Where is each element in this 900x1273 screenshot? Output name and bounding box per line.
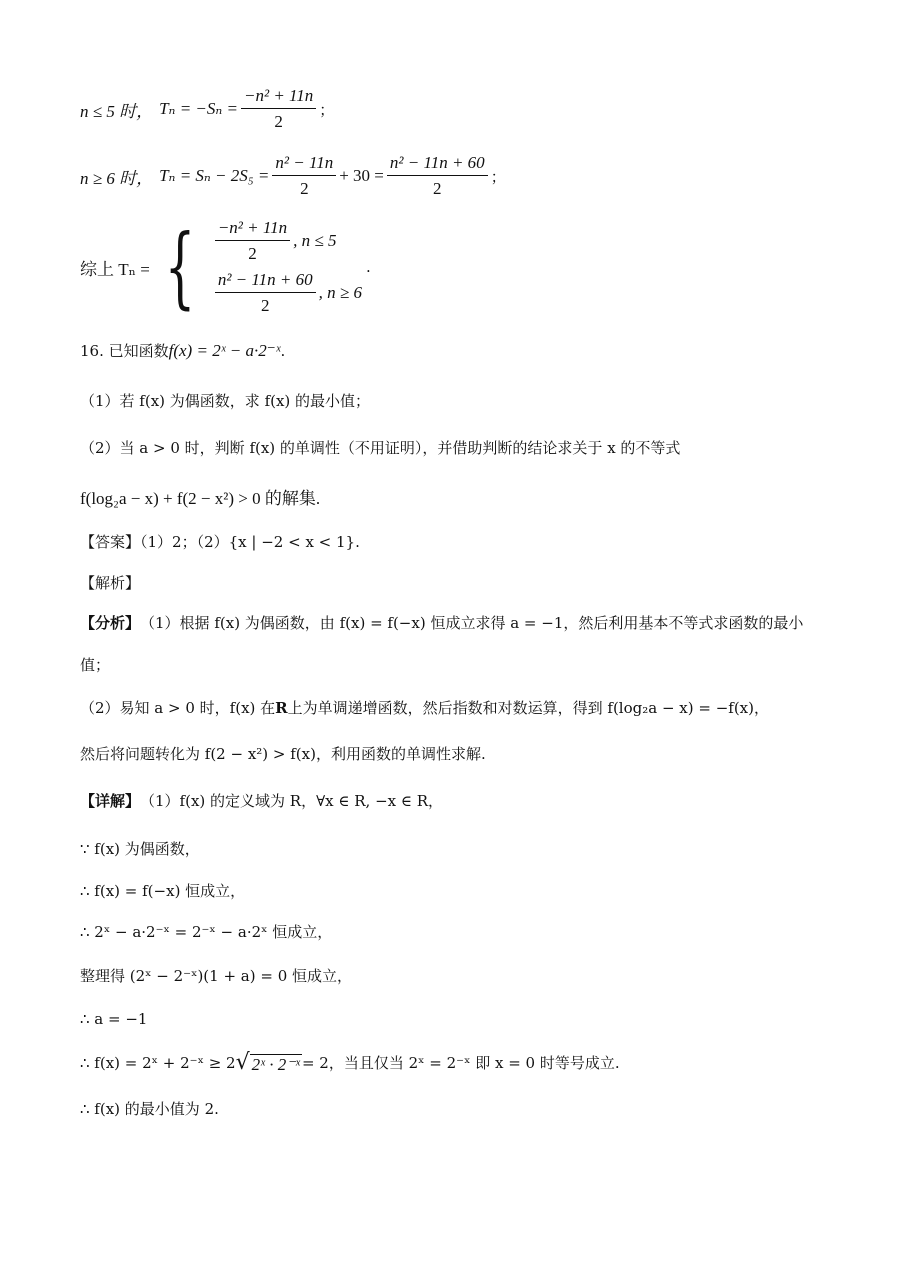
step-2-text: ∴ f(x) = f(−x) 恒成立， [80,882,246,900]
xiangjie-text: （1）f(x) 的定义域为 R，∀x ∈ R, −x ∈ R， [140,792,444,810]
question-label: 16. 已知函数 [80,342,169,360]
fenxi-part-1-text: （1）根据 f(x) 为偶函数，由 f(x) = f(−x) 恒成立求得 a = −1，然后利用基本不等式求函数的最小 [140,614,804,632]
step-3-text: ∴ 2ˣ − a·2⁻ˣ = 2⁻ˣ − a·2ˣ 恒成立， [80,923,333,941]
square-root [236,1050,302,1075]
case-condition: , n ≤ 5 [293,231,337,250]
fraction-denominator: 2 [260,296,270,315]
fenxi-part-1 [80,612,803,633]
fenxi-part-1-cont-text: 值； [80,656,111,674]
fraction-denominator: 2 [248,244,257,263]
fraction-denominator: 2 [274,112,283,131]
fraction [215,270,316,316]
question-16-part-1 [80,390,370,411]
step-6 [80,1050,620,1075]
left-brace-icon: { [164,215,196,318]
lhs-expression: Tₙ = −Sₙ = [159,99,238,118]
fraction [272,153,336,199]
fenxi-part-2 [80,697,769,718]
line-end: . [280,341,286,360]
analysis-heading [80,572,140,593]
fenxi-part-2-cont [80,743,486,764]
lhs-expression: Tₙ = Sₙ − 2S₅ = [159,166,270,185]
fraction [387,153,488,199]
fraction-numerator: n² − 11n [272,153,336,176]
condition-text: n ≥ 6 时， [80,168,154,188]
function-definition: f(x) = 2ˣ − a·2⁻ˣ [168,340,281,360]
summary-prefix: 综上 Tₙ = [80,259,150,279]
xiangjie-line [80,790,443,811]
fraction-denominator: 2 [433,179,442,198]
question-16 [80,340,285,361]
cases [212,218,362,316]
answer-text: 【答案】（1）2；（2）{x | −2 < x < 1}. [80,533,360,551]
line-end: ； [319,100,335,119]
step-1-text: ∵ f(x) 为偶函数， [80,840,200,858]
fenxi-part-2-post: 上为单调递增函数，然后指数和对数运算，得到 f(log₂a − x) = −f(x)， [287,699,769,717]
fraction [215,218,290,264]
step-5 [80,1010,147,1028]
inequality-text: f(log₂a − x) + f(2 − x²) > 0 的解集. [80,489,321,508]
case-condition: , n ≥ 6 [318,283,362,302]
radicand: 2ˣ · 2⁻ˣ [251,1055,300,1074]
fraction-numerator: −n² + 11n [215,218,290,241]
piecewise-summary [80,215,371,318]
fraction-numerator: −n² + 11n [241,86,316,109]
case-n-ge-6-line [80,153,506,199]
step-4 [80,965,352,986]
step-7 [80,1098,219,1119]
xiangjie-label: 【详解】 [80,792,141,810]
line-end: ； [490,167,506,186]
analysis-heading-text: 【解析】 [80,574,141,592]
step-2 [80,880,245,901]
condition-text: n ≤ 5 时， [80,101,154,121]
step-4-text: 整理得 (2ˣ − 2⁻ˣ)(1 + a) = 0 恒成立， [80,967,353,985]
fraction-numerator: n² − 11n + 60 [215,270,316,293]
step-3 [80,921,332,942]
fraction [241,86,316,132]
question-16-inequality [80,484,320,509]
step-1 [80,838,200,859]
answer-line [80,531,360,552]
piecewise-group [150,215,362,318]
step-6-pre: ∴ f(x) = 2ˣ + 2⁻ˣ ≥ 2 [80,1053,236,1072]
fenxi-part-1-cont [80,654,110,675]
case-n-le-5-line [80,86,334,132]
part-2-text: （2）当 a > 0 时，判断 f(x) 的单调性（不用证明），并借助判断的结论求关于 x 的不等式 [80,439,681,457]
step-6-post: = 2，当且仅当 2ˣ = 2⁻ˣ 即 x = 0 时等号成立. [301,1054,620,1072]
step-7-text: ∴ f(x) 的最小值为 2. [80,1100,219,1118]
case-row-1 [212,218,362,264]
fenxi-part-2-cont-text: 然后将问题转化为 f(2 − x²) > f(x)，利用函数的单调性求解. [80,745,486,763]
middle-expression: + 30 = [339,166,384,185]
fraction-denominator: 2 [300,179,309,198]
case-row-2 [212,270,362,316]
part-1-text: （1）若 f(x) 为偶函数，求 f(x) 的最小值； [80,392,371,410]
real-set-symbol: R [275,698,288,717]
step-5-text: ∴ a = −1 [80,1010,148,1028]
radical-sign-icon: √ [235,1050,250,1075]
line-end: . [365,258,371,276]
fenxi-part-2-pre: （2）易知 a > 0 时，f(x) 在 [80,699,276,717]
question-16-part-2 [80,437,680,458]
fraction-numerator: n² − 11n + 60 [387,153,488,176]
fenxi-label: 【分析】 [80,614,141,632]
